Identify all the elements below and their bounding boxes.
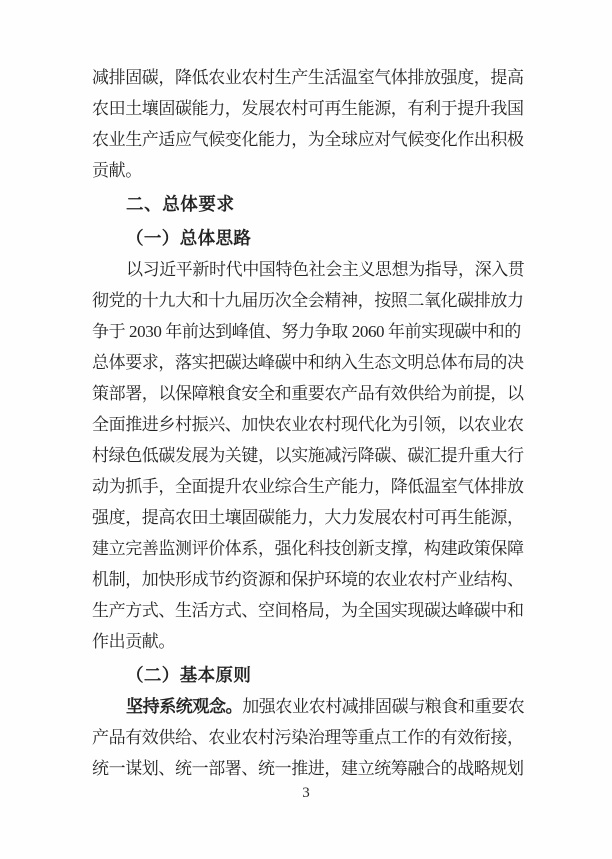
- body-line: 统一谋划、统一部署、统一推进，建立统筹融合的战略规划: [92, 759, 524, 778]
- body-line: 减排固碳，降低农业农村生产生活温室气体排放强度，提高: [92, 68, 524, 87]
- body-line: 生产方式、生活方式、空间格局，为全国实现碳达峰碳中和: [92, 601, 524, 620]
- body-line: 贡献。: [92, 161, 142, 180]
- body-line: 以习近平新时代中国特色社会主义思想为指导，深入贯: [126, 260, 525, 279]
- body-line: 策部署，以保障粮食安全和重要农产品有效供给为前提，以: [92, 384, 524, 403]
- body-line: [92, 691, 526, 722]
- page-number: 3: [302, 785, 310, 801]
- body-line: 产品有效供给、农业农村污染治理等重点工作的有效衔接，: [92, 728, 524, 747]
- section-heading: 二、总体要求: [126, 194, 235, 214]
- body-line: 总体要求，落实把碳达峰碳中和纳入生态文明总体布局的决: [92, 353, 524, 372]
- body-line: 村绿色低碳发展为关键，以实施减污降碳、碳汇提升重大行: [92, 446, 524, 465]
- body-line: 农业生产适应气候变化能力，为全球应对气候变化作出积极: [92, 130, 524, 149]
- subsection-heading: （一）总体思路: [126, 228, 252, 248]
- body-line: 强度，提高农田土壤固碳能力，大力发展农村可再生能源，: [92, 508, 524, 527]
- body-line: 全面推进乡村振兴、加快农业农村现代化为引领，以农业农: [92, 415, 524, 434]
- body-line: 建立完善监测评价体系，强化科技创新支撑，构建政策保障: [92, 539, 524, 558]
- body-line: 彻党的十九大和十九届历次全会精神，按照二氧化碳排放力: [92, 291, 524, 310]
- body-line: 机制，加快形成节约资源和保护环境的农业农村产业结构、: [92, 570, 524, 589]
- document-text-block: [92, 62, 526, 784]
- body-line: 农田土壤固碳能力，发展农村可再生能源，有利于提升我国: [92, 99, 524, 118]
- body-line: 动为抓手，全面提升农业综合生产能力，降低温室气体排放: [92, 477, 524, 496]
- line-text: 加强农业农村减排固碳与粮食和重要农: [242, 697, 525, 716]
- subsection-heading: （二）基本原则: [126, 665, 252, 685]
- bold-lead-text: 坚持系统观念。: [126, 697, 243, 716]
- body-line: 争于 2030 年前达到峰值、努力争取 2060 年前实现碳中和的: [92, 322, 521, 341]
- body-line: 作出贡献。: [92, 632, 175, 651]
